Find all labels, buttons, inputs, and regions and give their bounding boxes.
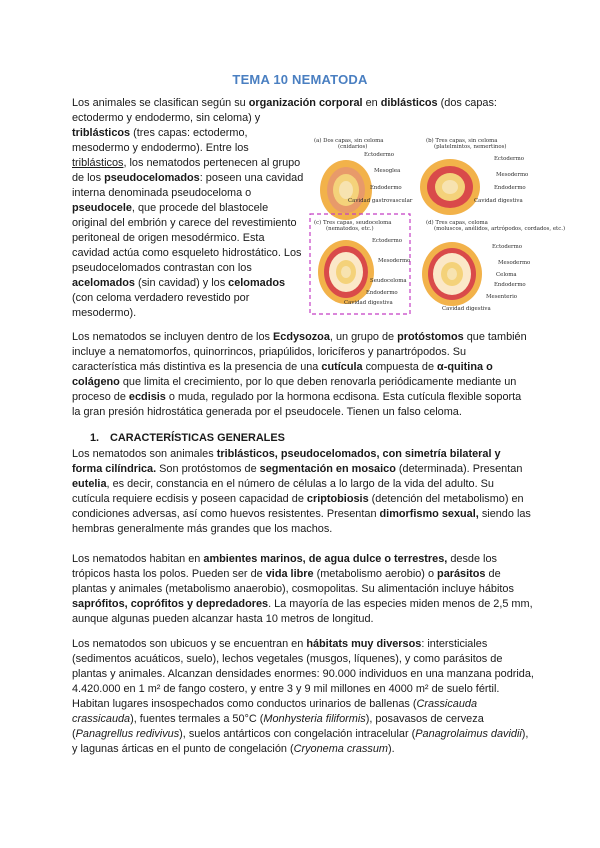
general-characteristics-paragraph-run-6: , es decir, constancia en el número de células a lo largo de la vida del adulto. Su cutícula requiere ecdisis y poseen capacidad de [72, 478, 494, 505]
body-plan-figure [308, 132, 566, 318]
panel-d-cavity-shape [447, 268, 457, 280]
intro-paragraph-body [72, 126, 304, 321]
intro-paragraph-body-run-9: (sin cavidad) y los [134, 277, 229, 289]
intro-line-1-run-4: (dos capas: [437, 97, 497, 109]
intro-paragraph-body-run-6: pseudocele [72, 202, 132, 214]
panel-b-label-2: Mesodermo [496, 172, 529, 178]
panel-d [422, 219, 565, 312]
panel-a [314, 137, 413, 220]
panel-b-title: (b) Tres capas, sin celoma [426, 138, 498, 144]
panel-a-subtitle: (cnidarios) [338, 144, 368, 150]
section-1-number: 1. [90, 432, 100, 444]
panel-d-subtitle: (moluscos, anélidos, artrópodos, cordados, etc.) [434, 226, 566, 232]
habitat-paragraph-run-7: saprófitos, coprófitos y depredadores [72, 598, 269, 610]
panel-c-label-4: Endodermo [366, 290, 398, 296]
panel-a-label-4: Cavidad gastrovascular [348, 198, 413, 204]
panel-b-cavity-shape [442, 180, 458, 194]
panel-b-subtitle: (platelmintos, nemertinos) [434, 144, 507, 150]
general-characteristics-paragraph-run-8: (detención del metabolismo) en condiciones adversas, así como huevos resistentes. Presentan [72, 493, 524, 520]
intro-paragraph-body-run-10: celomados [228, 277, 286, 289]
intro-line-1-run-1: organización corporal [248, 97, 363, 109]
ubiquity-paragraph-run-6: ), posavasos de cerveza ( [72, 713, 484, 740]
panel-d-label-4: Endodermo [494, 282, 526, 288]
ubiquity-paragraph-run-7: Panagrellus redivivus [75, 728, 180, 740]
intro-paragraph-body-run-7: , que procede del blastocele original del embrión y carece del revestimiento peritoneal de origen mesodérmico. Esta cavidad actúa como esqueleto hidrostático. Los pseudocelomados contrastan con los [72, 202, 302, 274]
ubiquity-paragraph-run-4: ), fuentes termales a 50°C ( [130, 713, 264, 725]
ubiquity-paragraph-run-9: Panagrolaimus davidii [415, 728, 522, 740]
panel-d-label-1: Ectodermo [492, 244, 522, 250]
panel-c-label-3: Seudoceloma [370, 278, 407, 284]
intro-line-1-run-2: en [362, 97, 381, 109]
habitat-paragraph-run-3: vida libre [265, 568, 314, 580]
habitat-paragraph-run-1: ambientes marinos, de agua dulce o terrestres, [203, 553, 448, 565]
intro-line-1-run-0: Los animales se clasifican según su [72, 97, 249, 109]
panel-d-label-6: Cavidad digestiva [442, 306, 491, 312]
ubiquity-paragraph-run-0: Los nematodos son ubicuos y se encuentran en [72, 638, 307, 650]
body-plan-diagram [308, 132, 566, 318]
panel-c-title: (c) Tres capas, seudoceloma [314, 220, 392, 226]
intro-line-1-run-3: diblásticos [380, 97, 438, 109]
panel-a-label-1: Ectodermo [364, 152, 394, 158]
intro-paragraph-body-run-1: (tres capas: ectodermo, mesodermo y endodermo). Entre los [72, 127, 249, 154]
ecdysozoa-paragraph-run-6: compuesta de [362, 361, 438, 373]
intro-paragraph-body-run-3: , los nematodos pertenecen al grupo de los [72, 157, 301, 184]
panel-b-label-4: Cavidad digestiva [474, 198, 523, 204]
general-characteristics-paragraph-run-10: siendo las hembras generalmente más grandes que los machos. [72, 508, 531, 535]
panel-d-label-2: Mesodermo [498, 260, 531, 266]
habitat-paragraph-run-8: . La mayoría de las especies miden menos de 2,5 mm, aunque algunas pueden alcanzar hasta 10 metros de longitud. [72, 598, 533, 625]
section-1-heading [90, 432, 285, 444]
general-characteristics-paragraph-run-7: criptobiosis [306, 493, 369, 505]
habitat-paragraph-run-4: (metabolismo aerobio) o [313, 568, 438, 580]
ubiquity-paragraph-run-3: Crassicauda crassicauda [72, 698, 478, 725]
habitat-paragraph-run-6: de plantas y animales (metabolismo anaerobio), cosmopolitas. Su alimentación incluye hábitos [72, 568, 514, 595]
general-characteristics-paragraph-run-2: Son protóstomos de [156, 463, 260, 475]
panel-a-label-2: Mesoglea [374, 168, 401, 174]
document-title: TEMA 10 NEMATODA [232, 72, 368, 87]
ubiquity-paragraph-run-12: ). [388, 743, 395, 755]
ecdysozoa-paragraph-run-7: α-quitina o colágeno [72, 361, 493, 388]
intro-paragraph-body-run-8: acelomados [72, 277, 135, 289]
panel-b-label-1: Ectodermo [494, 156, 524, 162]
panel-d-label-3: Celoma [496, 272, 517, 278]
panel-d-tube [422, 242, 482, 306]
panel-a-cavity-shape [339, 181, 353, 199]
general-characteristics-paragraph-run-5: eutelia [72, 478, 107, 490]
intro-paragraph-body-run-11: (con celoma verdadero revestido por mesodermo). [72, 292, 250, 319]
ecdysozoa-paragraph-run-9: ecdisis [128, 391, 166, 403]
intro-paragraph-body-run-5: : poseen una cavidad interna denominada pseudoceloma o [72, 172, 304, 199]
panel-a-tube [320, 160, 372, 220]
habitat-paragraph-run-0: Los nematodos habitan en [72, 553, 204, 565]
ubiquity-paragraph-run-2: : intersticiales (sedimentos acuáticos, suelo), lechos vegetales (musgos, líquenes), y como parásitos de plantas y animales. Alcanzan densidades enormes: 90.000 individuos en una manzana podrida, 4.420.000 en 1 m² de fango costero, y entre 3 y 9 mil millones en 4000 m² de suelo fértil. Habitan lugares insospechados como conductos urinarios de ballenas ( [72, 638, 534, 710]
panel-a-label-3: Endodermo [370, 185, 402, 191]
general-characteristics-paragraph-run-4: (determinada). Presentan [395, 463, 523, 475]
intro-paragraph-body-run-4: pseudocelomados [104, 172, 200, 184]
ubiquity-paragraph [72, 637, 534, 757]
panel-b-tube [420, 159, 480, 215]
panel-a-title: (a) Dos capas, sin celoma [314, 138, 384, 144]
panel-b [420, 137, 528, 215]
ubiquity-paragraph-run-1: hábitats muy diversos [306, 638, 422, 650]
intro-line-2-run-0: ectodermo y endodermo, sin celoma) y [72, 112, 261, 124]
intro-line-2 [72, 112, 260, 124]
ecdysozoa-paragraph-run-4: que también incluye a nematomorfos, quinorrincos, priapúlidos, loricíferos y panartrópodos. Su característica más distintiva es la presencia de una [72, 331, 527, 373]
ecdysozoa-paragraph-run-10: o muda, regulado por la hormona ecdisona. Esta cutícula flexible soporta la gran presión hidrostática generada por el pseudocele. Tienen un falso celoma. [72, 391, 522, 418]
general-characteristics-paragraph-run-3: segmentación en mosaico [259, 463, 396, 475]
ubiquity-paragraph-run-5: Monhysteria filiformis [263, 713, 366, 725]
habitat-paragraph-run-2: desde los trópicos hasta los polos. Pueden ser de [72, 553, 497, 580]
panel-c-label-2: Mesodermo [378, 258, 411, 264]
panel-c [310, 214, 410, 314]
ecdysozoa-paragraph [72, 330, 530, 420]
habitat-paragraph-run-5: parásitos [437, 568, 486, 580]
panel-b-label-3: Endodermo [494, 185, 526, 191]
intro-paragraph-body-run-0: triblásticos [72, 127, 131, 139]
panel-d-label-5: Mesenterio [486, 294, 518, 300]
general-characteristics-paragraph-run-0: Los nematodos son animales [72, 448, 217, 460]
panel-c-subtitle: (nematodos, etc.) [326, 226, 374, 232]
intro-paragraph-head [72, 96, 512, 126]
ecdysozoa-paragraph-run-3: protóstomos [397, 331, 464, 343]
panel-d-title: (d) Tres capas, celoma [426, 220, 488, 226]
ecdysozoa-paragraph-run-8: que limita el crecimiento, por lo que deben renovarla periódicamente mediante un proceso de [72, 376, 517, 403]
general-characteristics-paragraph-run-9: dimorfismo sexual, [379, 508, 479, 520]
section-1-title: CARACTERÍSTICAS GENERALES [110, 432, 285, 444]
panel-c-cavity-shape [341, 266, 351, 278]
ubiquity-paragraph-run-8: ), suelos antárticos con congelación intracelular ( [179, 728, 416, 740]
ecdysozoa-paragraph-run-0: Los nematodos se incluyen dentro de los [72, 331, 273, 343]
ecdysozoa-paragraph-run-2: , un grupo de [329, 331, 398, 343]
panel-c-label-1: Ectodermo [372, 238, 402, 244]
habitat-paragraph [72, 552, 534, 627]
ubiquity-paragraph-run-11: Cryonema crassum [293, 743, 389, 755]
ubiquity-paragraph-run-10: ), y lagunas árticas en el punto de congelación ( [72, 728, 529, 755]
ecdysozoa-paragraph-run-1: Ecdysozoa [273, 331, 330, 343]
intro-line-1 [72, 97, 497, 109]
general-characteristics-paragraph [72, 447, 532, 537]
panel-c-label-5: Cavidad digestiva [344, 300, 393, 306]
ecdysozoa-paragraph-run-5: cutícula [321, 361, 363, 373]
general-characteristics-paragraph-run-1: triblásticos, pseudocelomados, con simetría bilateral y forma cilíndrica. [72, 448, 501, 475]
intro-paragraph-body-run-2: triblásticos [72, 157, 124, 169]
